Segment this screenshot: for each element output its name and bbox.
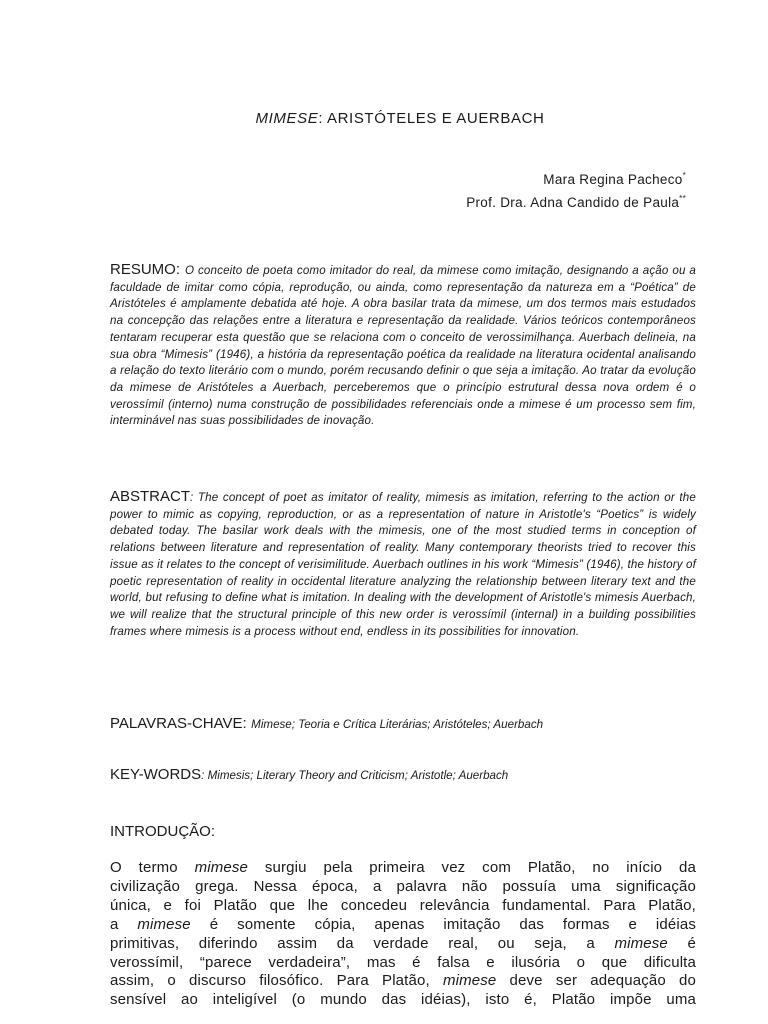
text-run: verossímil, “parece verdadeira”, mas é falsa e ilusória o que dificulta: [110, 953, 696, 971]
paper-title-rest: : ARISTÓTELES E AUERBACH: [318, 110, 545, 127]
body-line: [110, 935, 696, 954]
body-line: [110, 916, 696, 935]
key-words-text: : Mimesis; Literary Theory and Criticism; Aristotle; Auerbach: [201, 769, 509, 782]
paper-title-italic: MIMESE: [255, 110, 319, 127]
resumo-section: [110, 262, 696, 429]
author-footnote-mark: *: [682, 171, 686, 180]
text-run: O termo: [110, 859, 195, 876]
author-footnote-mark: **: [679, 194, 686, 203]
text-run: assim, o discurso filosófico. Para Platão,: [110, 972, 443, 990]
author-2: [466, 189, 686, 212]
body-line: [110, 878, 696, 897]
resumo-heading: RESUMO:: [110, 261, 181, 278]
text-run: sensível ao inteligível (o mundo das idéias), isto é, Platão impõe uma: [110, 991, 696, 1009]
text-run: surgiu pela primeira vez com Platão, no início da: [248, 859, 697, 876]
italic-term: mimese: [614, 934, 668, 952]
author-1: [466, 166, 686, 189]
palavras-chave-line: [110, 715, 696, 733]
key-words-line: [110, 766, 696, 784]
body-line: [110, 859, 696, 878]
body-line: [110, 991, 696, 1010]
body-line: [110, 954, 696, 973]
abstract-heading: ABSTRACT: [110, 488, 191, 505]
text-run: única, e foi Platão que lhe concedeu relevância fundamental. Para Platão,: [110, 896, 696, 914]
palavras-chave-text: Mimese; Teoria e Crítica Literárias; Aristóteles; Auerbach: [251, 718, 544, 731]
key-words-heading: KEY-WORDS: [110, 766, 202, 783]
text-run: é somente cópia, apenas imitação das formas e idéias: [190, 915, 696, 933]
palavras-chave-heading: PALAVRAS-CHAVE:: [110, 715, 247, 732]
abstract-section: [110, 489, 696, 639]
italic-term: mimese: [442, 972, 497, 990]
text-run: primitivas, diferindo assim da verdade real, ou seja, a: [110, 934, 615, 952]
text-run: civilização grega. Nessa época, a palavra não possuía uma significação: [110, 877, 696, 895]
italic-term: mimese: [194, 859, 249, 876]
text-run: é: [667, 934, 697, 952]
resumo-text: O conceito de poeta como imitador do real, da mimese como imitação, designando a ação ou a faculdade de imitar como cópia, reprodução, ou ainda, como representação da natureza em a “Poética” de Aristóteles é amplamente debatida até hoje. A obra basilar trata da mimese, um dos termos mais estudados na concepção das relações entre a literatura e representação da realidade. Vários teóricos contemporâneos tentaram recuperar esta questão que se relaciona com o conceito de verossimilhança. Auerbach delineia, na sua obra “Mimesis” (1946), a história da representação poética da realidade na literatura ocidental analisando a relação do texto literário com o mundo, porém recusando definir o que seja a imitação. Ao tratar da evolução da mimese de Aristóteles a Auerbach, perceberemos que o princípio estrutural dessa nova ordem é o verossímil (interno) numa construção de possibilidades referenciais onde a mimese é um processo sem fim, interminável nas suas possibilidades de inovação.: [110, 264, 696, 428]
author-list: [466, 166, 686, 212]
paper-title: [0, 110, 768, 127]
body-line: [110, 972, 696, 991]
text-run: a: [110, 915, 138, 933]
author-name: Prof. Dra. Adna Candido de Paula: [466, 195, 680, 210]
introducao-body: [110, 859, 696, 1010]
author-name: Mara Regina Pacheco: [543, 172, 683, 187]
introducao-heading: INTRODUÇÃO:: [110, 823, 215, 840]
text-run: deve ser adequação do: [496, 972, 696, 990]
abstract-text: : The concept of poet as imitator of reality, mimesis as imitation, referring to the action or the power to mimic as copying, reproduction, or as a representation of nature in Aristotle's “Poetics” is widely debated today. The basilar work deals with the mimesis, one of the most studied terms in conception of relations between literature and representation of reality. Many contemporary theorists tried to recover this issue as it relates to the concept of verisimilitude. Auerbach outlines in his work “Mimesis” (1946), the history of poetic representation of reality in occidental literature analyzing the relationship between literary text and the world, but refusing to define what is imitation. In dealing with the development of Aristotle's mimesis Auerbach, we will realize that the structural principle of this new order is verossímil (internal) in a building possibilities frames where mimesis is a process without end, endless in its possibilities for innovation.: [110, 491, 696, 638]
body-line: [110, 897, 696, 916]
italic-term: mimese: [137, 915, 191, 933]
